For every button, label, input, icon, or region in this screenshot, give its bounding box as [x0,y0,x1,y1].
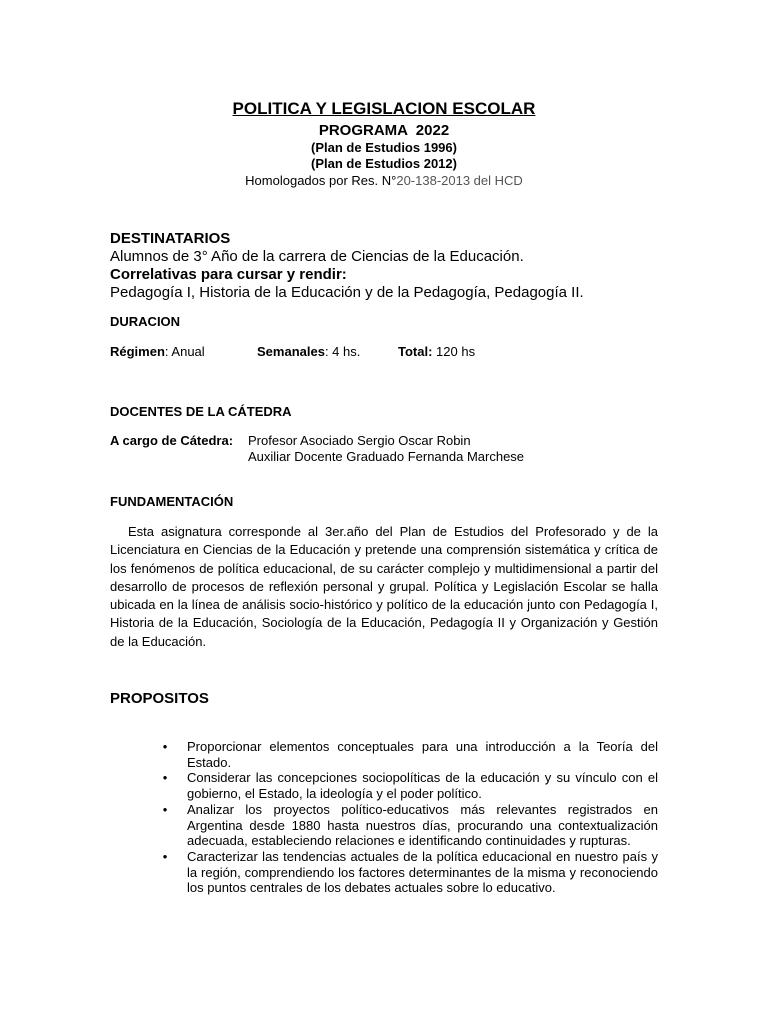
docentes-heading-block [110,404,660,420]
propositos-list [160,739,658,896]
regimen-value: : Anual [164,344,205,359]
document-header [0,98,768,189]
propositos-heading-block [110,690,660,708]
fundamentacion-text: Esta asignatura corresponde al 3er.año del Plan de Estudios del Profesorado y de la Licenciatura en Ciencias de la Educación y pretende una comprensión sistemática y crítica de los fenómenos de política educacional, de su carácter complejo y multidimensional a partir del desarrollo de procesos de reflexión personal y grupal. Política y Legislación Escolar se halla ubicada en la línea de análisis socio-histórico y político de la educación junto con Pedagogía I, Historia de la Educación, Sociología de la Educación, Pedagogía II y Organización y Gestión de la Educación. [110,524,658,649]
homologation-lead: Homologados por Res. N° [245,173,397,188]
duracion-row [110,344,660,360]
cargo-label: A cargo de Cátedra: [110,433,234,448]
propositos-heading: PROPOSITOS [110,690,209,707]
programa-year: PROGRAMA 2022 [318,122,450,139]
docente-1: Profesor Asociado Sergio Oscar Robin [248,433,471,448]
proposito-text: Caracterizar las tendencias actuales de la política educacional en nuestro país y la región, comprendiendo los factores determinantes de la misma y reconociendo los puntos centrales de los debates actuales sobre lo educativo. [187,848,658,896]
list-item [160,770,658,801]
docentes-list [110,433,660,465]
proposito-text: Analizar los proyectos político-educativos más relevantes registrados en Argentina desde 1880 hasta nuestros días, procurando una contextualización adecuada, estableciendo relaciones e identificando continuidades y rupturas. [187,801,658,849]
duracion-heading-block [110,314,660,330]
fundamentacion-paragraph [110,523,658,651]
fundamentacion-heading: FUNDAMENTACIÓN [110,494,234,509]
total-label: Total: [398,344,433,359]
document-title: POLITICA Y LEGISLACION ESCOLAR [232,99,536,118]
plan-2012: (Plan de Estudios 2012) [311,156,457,171]
regimen-field [110,344,205,360]
destinatarios-text: Alumnos de 3° Año de la carrera de Ciencias de la Educación. [110,248,524,265]
fundamentacion-heading-block [110,494,660,510]
correlativas-heading: Correlativas para cursar y rendir: [110,266,347,283]
docente-2: Auxiliar Docente Graduado Fernanda Marchese [248,449,525,464]
proposito-text: Considerar las concepciones sociopolíticas de la educación y su vínculo con el gobierno, el Estado, la ideología y el poder político. [187,770,658,802]
semanales-value: : 4 hs. [324,344,361,359]
bullet-icon: • [162,770,168,786]
semanales-label: Semanales [257,344,325,359]
list-item [160,739,658,770]
docentes-heading: DOCENTES DE LA CÁTEDRA [110,404,292,419]
duracion-heading: DURACION [110,314,181,329]
list-item [160,802,658,849]
bullet-icon: • [162,848,168,864]
homologation-line [0,172,768,189]
bullet-icon: • [162,801,168,817]
correlativas-text: Pedagogía I, Historia de la Educación y de la Pedagogía, Pedagogía II. [110,284,584,301]
plan-1996: (Plan de Estudios 1996) [311,140,457,155]
destinatarios-section [110,230,660,301]
docente-row-1 [110,433,660,449]
semanales-field [257,344,360,360]
bullet-icon: • [162,739,168,754]
destinatarios-heading: DESTINATARIOS [110,230,231,247]
proposito-text: Proporcionar elementos conceptuales para una introducción a la Teoría del Estado. [187,739,658,770]
total-value: 120 hs [432,344,476,359]
docente-row-2 [110,449,660,465]
list-item [160,849,658,896]
homologation-resolution: 20-138-2013 del HCD [396,173,523,188]
total-field [398,344,475,360]
regimen-label: Régimen [110,344,165,359]
